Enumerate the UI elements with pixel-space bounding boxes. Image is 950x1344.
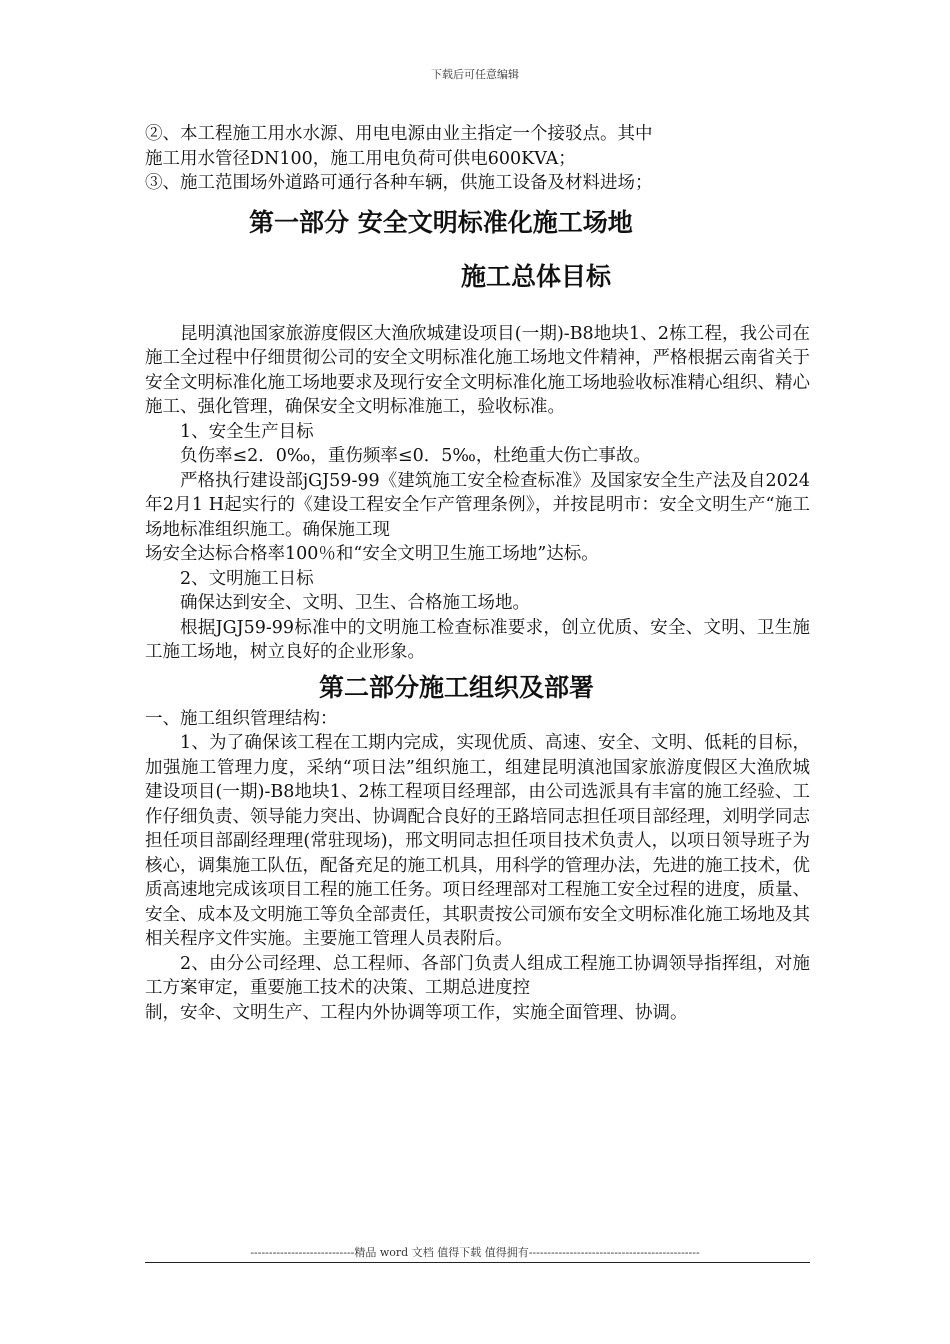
footer-divider	[145, 1262, 810, 1263]
intro-line-1: ②、本工程施工用水水源、用电电源由业主指定一个接驳点。其中	[145, 124, 653, 144]
page-header-note: 下载后可任意编辑	[431, 68, 519, 81]
safety-goal-heading: 1、安全生产目标	[180, 421, 314, 442]
civilized-goal-text: 确保达到安全、文明、卫生、合格施工场地。	[180, 593, 530, 613]
part1-title: 第一部分 安全文明标准化施工场地	[249, 207, 633, 237]
document-body	[145, 122, 810, 1025]
part2-title: 第二部分施工组织及部署	[319, 672, 595, 702]
part1-subtitle: 施工总体目标	[461, 261, 612, 291]
section-1-heading: 一、施工组织管理结构：	[145, 708, 338, 729]
safety-goal-text: 负伤率≤2．0‰，重伤频率≤0．5‰，杜绝重大伤亡事故。	[180, 446, 651, 466]
footer-text: ----------------------------精品 word 文档 值得下载 值得拥有----------------------------------------------	[250, 1246, 700, 1259]
safety-goal-paragraph: 严格执行建设部jGJ59-99《建筑施工安全检查标准》及国家安全生产法及自2024年2月1 H起实行的《建设工程安全乍产管理条例》，并按昆明市：安全文明生产“施工场地标准组织施工。确保施工现	[145, 470, 810, 540]
part1-paragraph: 昆明滇池国家旅游度假区大渔欣城建设项目(一期)-B8地块1、2栋工程，我公司在施工全过程中仔细贯彻公司的安全文明标准化施工场地文件精神，严格根据云南省关于安全文明标准化施工场地要求及现行安全文明标准化施工场地验收标准精心组织、精心施工、强化管理，确保安全文明标准施工，验收标准。	[145, 323, 810, 417]
intro-line-2: 施工用水管径DN100，施工用电负荷可供电600KVA；	[145, 148, 576, 169]
org-item-1: 1、为了确保该工程在工期内完成，实现优质、高速、安全、文明、低耗的目标，加强施工管理力度，采纳“项日法”组织施工，组建昆明滇池国家旅游度假区大渔欣城建设项目(一期)-B8地块1、2栋工程项目经理部，由公司选派具有丰富的施工经验、工作仔细负责、领导能力突出、协调配合良好的王路培同志担任项目部经理，刘明学同志担任项目部副经理理(常驻现场)，邢文明同志担任项目技术负责人，以项日领导班子为核心，调集施工队伍，配备充足的施工机具，用科学的管理办法，先进的施工技术，优质高速地完成该项目工程的施工任务。项日经理部对工程施工安全过程的进度，质量、安全、成本及文明施工等负全部责任，其职责按公司颁布安全文明标准化施工场地及其相关程序文件实施。主要施工管理人员表附后。	[145, 733, 810, 949]
intro-line-3: ③、施工范围场外道路可通行各种车辆，供施工设备及材料进场；	[145, 173, 653, 193]
org-item-2-end: 制，安伞、文明生产、工程内外协调等项工作，实施全面管理、协调。	[145, 1002, 688, 1023]
safety-goal-paragraph-end: 场安全达标合格率100％和“安全文明卫生施工场地”达标。	[145, 544, 599, 564]
civilized-goal-heading: 2、文明施工日标	[180, 568, 314, 589]
civilized-goal-paragraph: 根据JGJ59-99标准中的文明施工检查标准要求，创立优质、安全、文明、卫生施工施工场地，树立良好的企业形象。	[145, 617, 810, 662]
org-item-2: 2、由分公司经理、总工程师、各部门负责人组成工程施工协调领导指挥组，对施工方案审定，重要施工技术的决策、工期总进度控	[145, 953, 810, 998]
